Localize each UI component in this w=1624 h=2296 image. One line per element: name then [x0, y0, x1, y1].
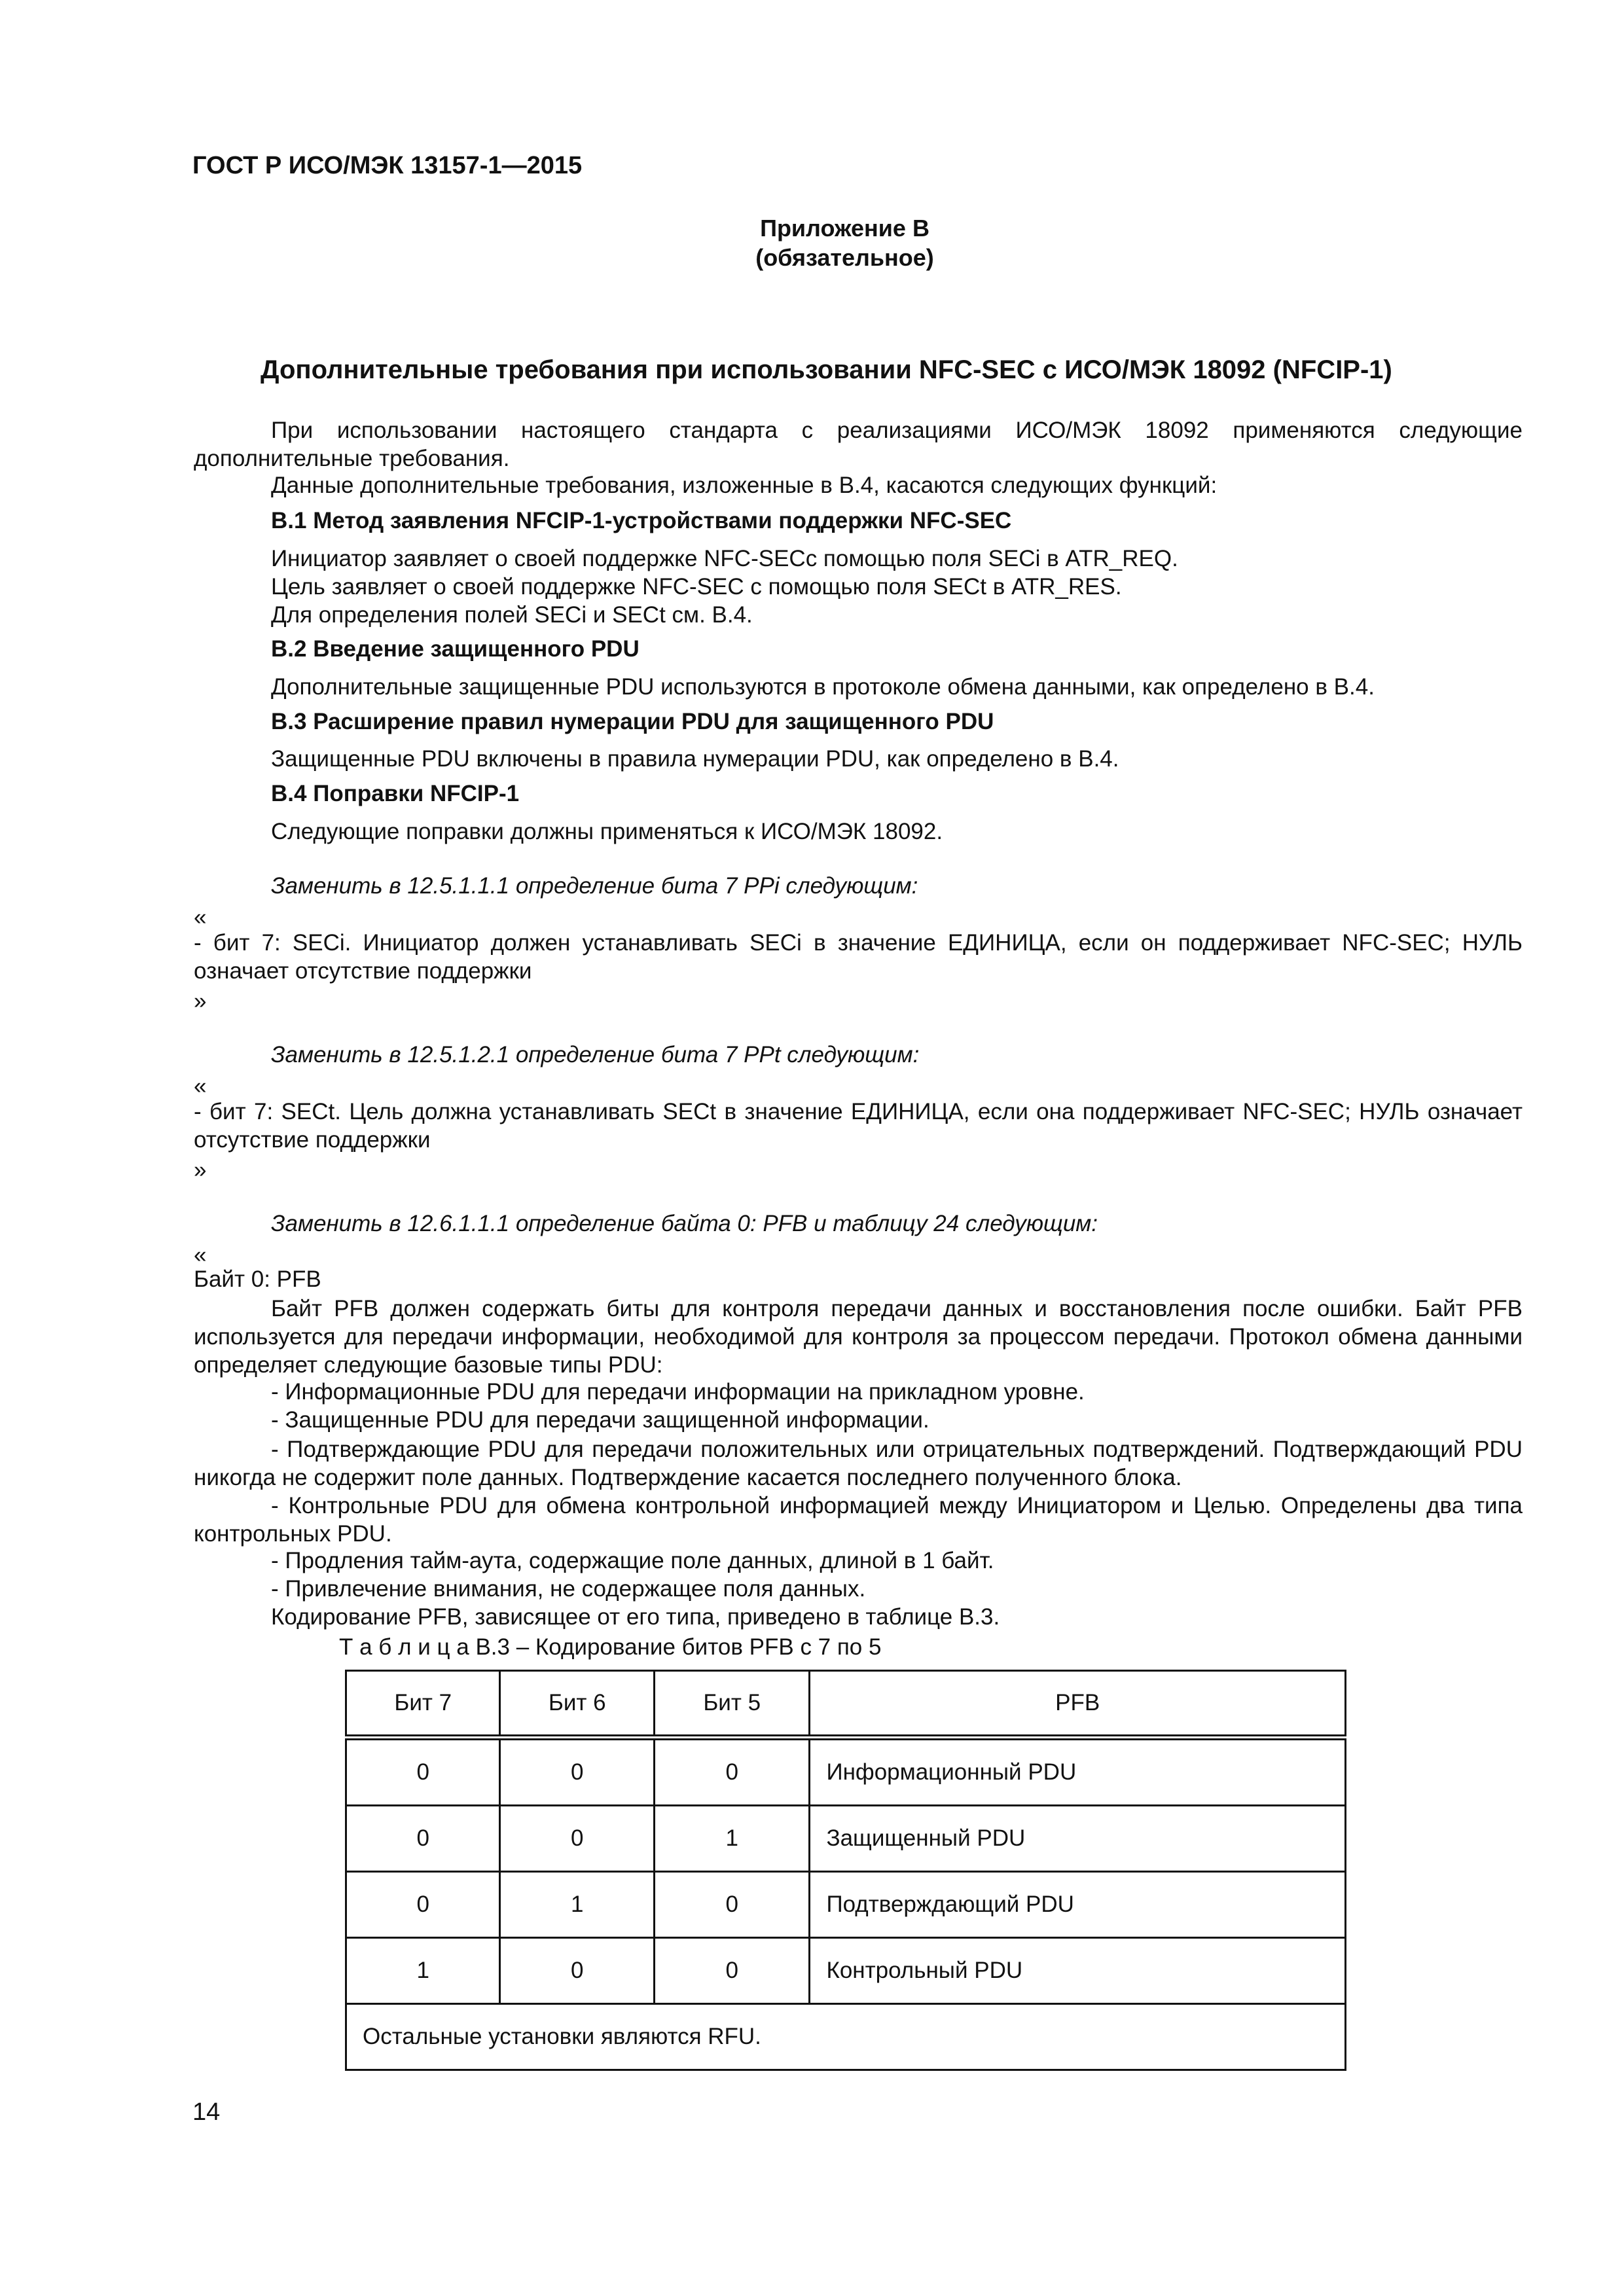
- amendment-text: - бит 7: SECi. Инициатор должен устанавливать SECi в значение ЕДИНИЦА, если он поддерживает NFC-SEC; НУЛЬ означает отсутствие поддержки: [194, 930, 1523, 984]
- table-cell: 0: [654, 1872, 809, 1938]
- table-header-cell: Бит 6: [500, 1671, 654, 1738]
- section-b1-heading: В.1 Метод заявления NFCIP-1-устройствами поддержки NFC-SEC: [271, 508, 1012, 533]
- table-caption: [339, 1634, 881, 1660]
- coding-note: Кодирование PFB, зависящее от его типа, приведено в таблице В.3.: [271, 1604, 1000, 1630]
- pdu-type-item: - Подтверждающие PDU для передачи положительных или отрицательных подтверждений. Подтверждающий PDU никогда не содержит поле данных. Подтверждение касается последнего полученного блока.: [194, 1437, 1523, 1490]
- pdu-type-item: - Информационные PDU для передачи информации на прикладном уровне.: [271, 1379, 1085, 1405]
- close-quote: »: [194, 988, 207, 1014]
- appendix-label: Приложение В: [760, 215, 929, 242]
- section-b2-heading: В.2 Введение защищенного PDU: [271, 636, 640, 662]
- table-cell: 0: [346, 1872, 500, 1938]
- pdu-type-item: - Контрольные PDU для обмена контрольной информацией между Инициатором и Целью. Определены два типа контрольных PDU.: [194, 1493, 1523, 1547]
- amendment-instruction: Заменить в 12.5.1.1.1 определение бита 7 PPi следующим:: [271, 873, 918, 899]
- page-number: 14: [192, 2098, 221, 2126]
- section-b3-heading: В.3 Расширение правил нумерации PDU для защищенного PDU: [271, 709, 994, 734]
- table-row: [346, 1938, 1346, 2004]
- table-header-cell: PFB: [810, 1671, 1346, 1738]
- table-cell: 1: [500, 1872, 654, 1938]
- open-quote: «: [194, 1242, 207, 1268]
- table-cell: 0: [346, 1806, 500, 1872]
- section-b3-line: Защищенные PDU включены в правила нумерации PDU, как определено в В.4.: [271, 746, 1119, 772]
- table-cell: Защищенный PDU: [810, 1806, 1346, 1872]
- table-cell: 0: [500, 1938, 654, 2004]
- section-b2-line: Дополнительные защищенные PDU используются в протоколе обмена данными, как определено в В.4.: [271, 674, 1375, 700]
- pfb-coding-table: [345, 1670, 1346, 2071]
- table-cell: 0: [500, 1806, 654, 1872]
- appendix-title: Дополнительные требования при использовании NFC-SEC с ИСО/МЭК 18092 (NFCIP-1): [261, 355, 1392, 384]
- appendix-status: (обязательное): [755, 244, 934, 271]
- table-footer-row: [346, 2004, 1346, 2070]
- open-quote: «: [194, 905, 207, 930]
- table-cell: Подтверждающий PDU: [810, 1872, 1346, 1938]
- table-header-cell: Бит 5: [654, 1671, 809, 1738]
- table-cell: 0: [346, 1738, 500, 1806]
- table-caption-word: Т а б л и ц а: [339, 1634, 469, 1660]
- document-header: ГОСТ Р ИСО/МЭК 13157-1—2015: [192, 152, 583, 179]
- table-cell: 1: [654, 1806, 809, 1872]
- table-cell: Контрольный PDU: [810, 1938, 1346, 2004]
- amendment-instruction: Заменить в 12.5.1.2.1 определение бита 7 PPt следующим:: [271, 1042, 920, 1067]
- section-b1-line: Цель заявляет о своей поддержке NFC-SEC с помощью поля SECt в ATR_RES.: [271, 574, 1122, 600]
- table-cell: 0: [654, 1738, 809, 1806]
- pdu-type-item: - Защищенные PDU для передачи защищенной информации.: [271, 1407, 929, 1433]
- pdu-type-item: - Продления тайм-аута, содержащие поле данных, длиной в 1 байт.: [271, 1548, 994, 1573]
- table-header-cell: Бит 7: [346, 1671, 500, 1738]
- intro-paragraph-2: Данные дополнительные требования, изложенные в В.4, касаются следующих функций:: [271, 473, 1218, 498]
- pdu-type-item: - Привлечение внимания, не содержащее поля данных.: [271, 1576, 866, 1602]
- table-row: [346, 1872, 1346, 1938]
- close-quote: »: [194, 1157, 207, 1183]
- section-b1-line: Инициатор заявляет о своей поддержке NFC-SECс помощью поля SECi в ATR_REQ.: [271, 546, 1178, 571]
- section-b4-line: Следующие поправки должны применяться к ИСО/МЭК 18092.: [271, 819, 943, 844]
- table-cell: Информационный PDU: [810, 1738, 1346, 1806]
- table-cell: 0: [500, 1738, 654, 1806]
- table-footer-cell: Остальные установки являются RFU.: [346, 2004, 1346, 2070]
- table-caption-text: В.3 – Кодирование битов PFB с 7 по 5: [469, 1634, 882, 1660]
- byte-label: Байт 0: PFB: [194, 1266, 321, 1292]
- table-cell: 1: [346, 1938, 500, 2004]
- amendment-text: - бит 7: SECt. Цель должна устанавливать SECt в значение ЕДИНИЦА, если она поддерживает NFC-SEC; НУЛЬ означает отсутствие поддержки: [194, 1099, 1523, 1153]
- amendment-instruction: Заменить в 12.6.1.1.1 определение байта 0: PFB и таблицу 24 следующим:: [271, 1211, 1098, 1236]
- intro-paragraph: При использовании настоящего стандарта с реализациями ИСО/МЭК 18092 применяются следующие дополнительные требования.: [194, 418, 1523, 471]
- table-row: [346, 1738, 1346, 1806]
- section-b4-heading: В.4 Поправки NFCIP-1: [271, 781, 520, 806]
- section-b1-line: Для определения полей SECi и SECt см. В.4.: [271, 602, 753, 628]
- open-quote: «: [194, 1073, 207, 1099]
- table-cell: 0: [654, 1938, 809, 2004]
- table-row: [346, 1806, 1346, 1872]
- pfb-description: Байт PFB должен содержать биты для контроля передачи данных и восстановления после ошибки. Байт PFB используется для передачи информации, необходимой для контроля за процессом передачи. Протокол обмена данными определяет следующие базовые типы PDU:: [194, 1296, 1523, 1378]
- table-header-row: [346, 1671, 1346, 1738]
